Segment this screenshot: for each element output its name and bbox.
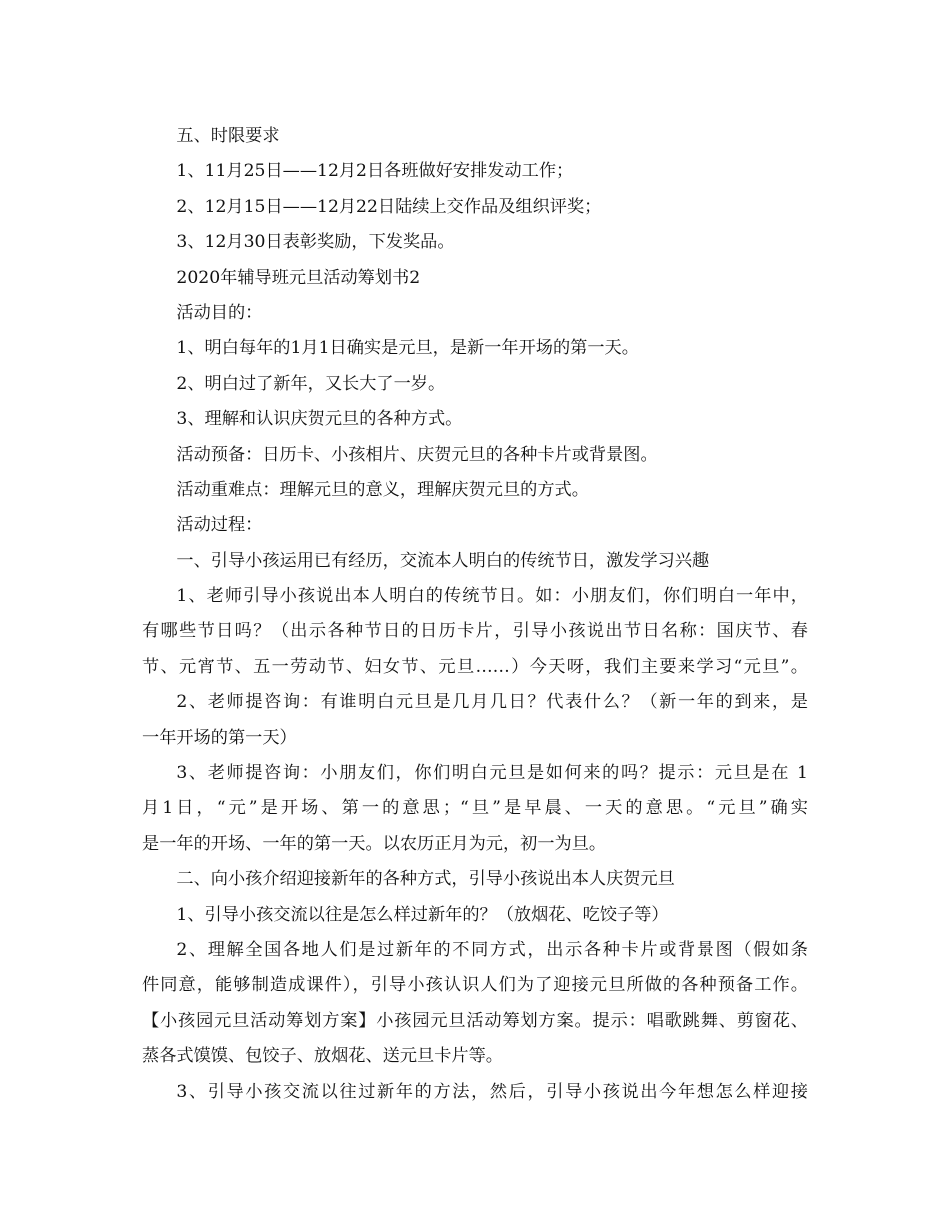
text-line: 【小孩园元旦活动筹划方案】小孩园元旦活动筹划方案。提示：唱歌跳舞、剪窗花、 [142, 1010, 808, 1031]
text-line: 是一年的开场、一年的第一天。以农历正月为元，初一为旦。 [142, 833, 607, 854]
text-line: 有哪些节日吗？（出示各种节日的日历卡片，引导小孩说出节日名称：国庆节、春 [142, 621, 808, 642]
text-line: 蒸各式馍馍、包饺子、放烟花、送元旦卡片等。 [142, 1046, 503, 1067]
text-line: 活动过程： [176, 515, 263, 536]
document-body [142, 119, 808, 1110]
text-line: 1、老师引导小孩说出本人明白的传统节日。如：小朋友们，你们明白一年中， [176, 586, 808, 607]
text-line: 3、理解和认识庆贺元旦的各种方式。 [176, 409, 463, 430]
text-line: 五、时限要求 [176, 126, 280, 146]
text-line: 3、引导小孩交流以往过新年的方法，然后，引导小孩说出今年想怎么样迎接 [176, 1081, 808, 1102]
text-line: 2、12月15日——12月22日陆续上交作品及组织评奖； [176, 196, 602, 217]
text-line: 月1日，“元”是开场、第一的意思；“旦”是早晨、一天的意思。“元旦”确实 [142, 798, 808, 819]
text-line: 3、12月30日表彰奖励，下发奖品。 [176, 232, 455, 253]
text-line: 活动重难点：理解元旦的意义，理解庆贺元旦的方式。 [176, 479, 589, 500]
text-line: 3、老师提咨询：小朋友们，你们明白元旦是如何来的吗？提示：元旦是在 1 [176, 763, 808, 784]
text-line: 1、引导小孩交流以往是怎么样过新年的？（放烟花、吃饺子等） [176, 904, 669, 925]
text-line: 1、11月25日——12月2日各班做好安排发动工作； [176, 161, 574, 182]
text-line: 活动预备：日历卡、小孩相片、庆贺元旦的各种卡片或背景图。 [176, 444, 658, 465]
text-line: 2、明白过了新年，又长大了一岁。 [176, 373, 446, 394]
text-line: 活动目的： [176, 302, 263, 323]
text-line: 节、元宵节、五一劳动节、妇女节、元旦……）今天呀，我们主要来学习“元旦”。 [142, 656, 808, 677]
text-line: 一、引导小孩运用已有经历，交流本人明白的传统节日，激发学习兴趣 [176, 550, 710, 571]
text-line: 2、老师提咨询：有谁明白元旦是几月几日？代表什么？（新一年的到来，是 [176, 692, 808, 713]
text-line: 二、向小孩介绍迎接新年的各种方式，引导小孩说出本人庆贺元旦 [176, 869, 675, 890]
text-line: 2020年辅导班元旦活动筹划书2 [176, 267, 421, 288]
text-line: 件同意，能够制造成课件），引导小孩认识人们为了迎接元旦所做的各种预备工作。 [142, 975, 808, 996]
text-line: 1、明白每年的1月1日确实是元旦，是新一年开场的第一天。 [176, 338, 639, 359]
text-line: 一年开场的第一天） [142, 727, 297, 748]
text-line: 2、理解全国各地人们是过新年的不同方式，出示各种卡片或背景图（假如条 [176, 939, 808, 960]
